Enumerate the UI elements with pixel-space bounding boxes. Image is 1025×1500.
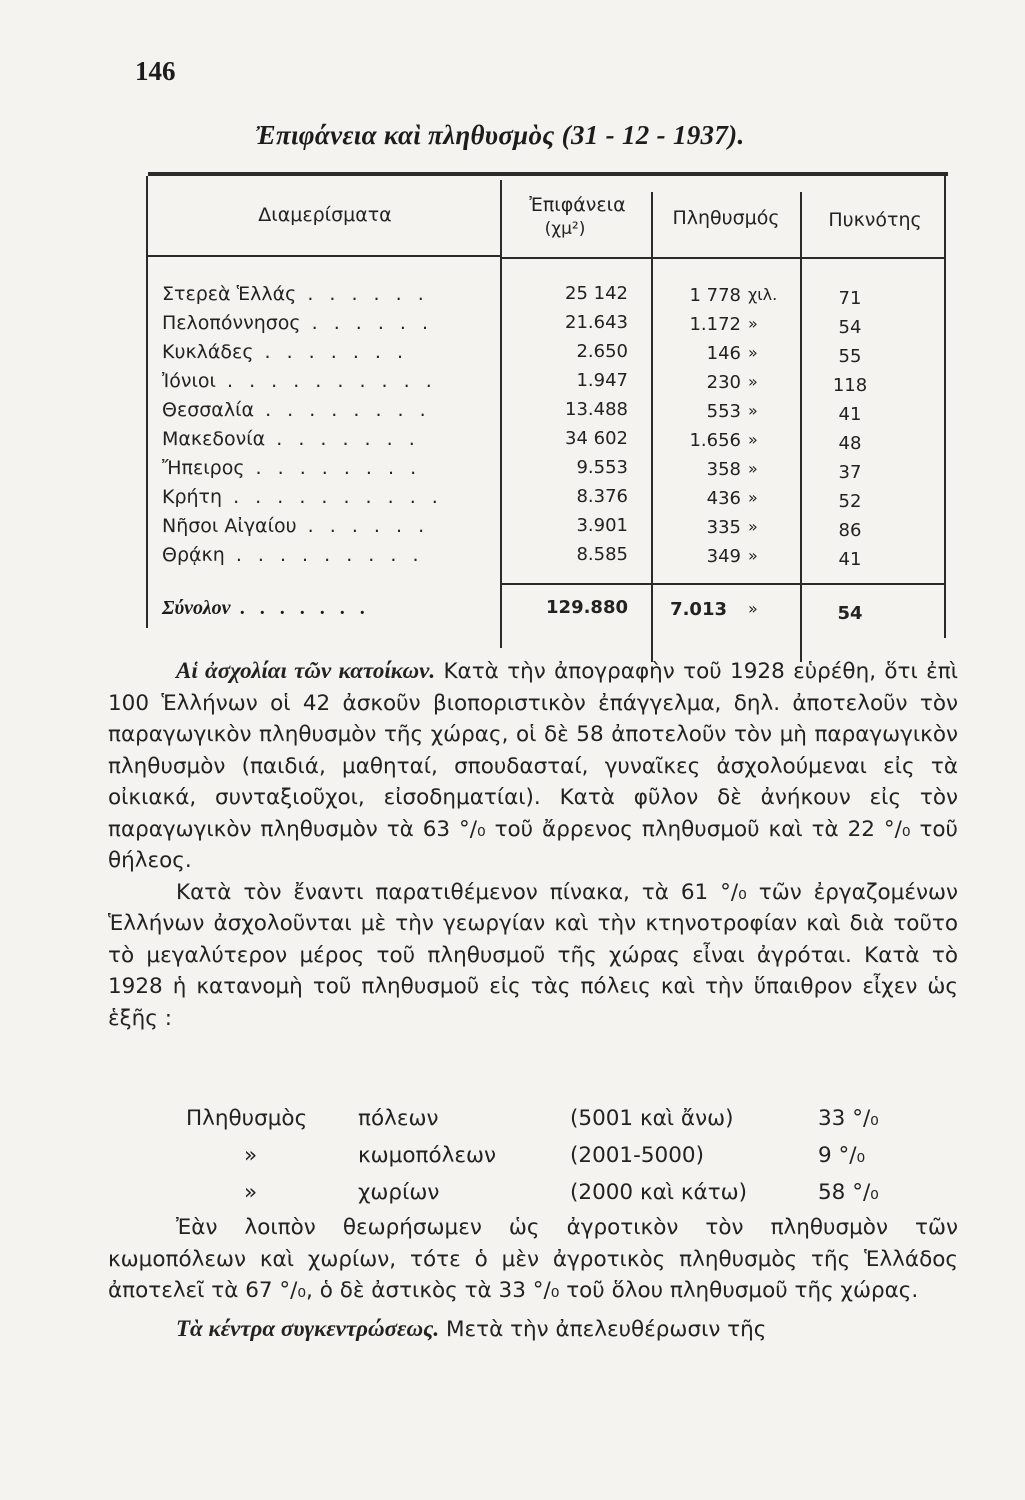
paragraph-heading-occupations: Αἱ ἀσχολίαι τῶν κατοίκων.	[176, 658, 436, 683]
row-label: Θρᾴκη . . . . . . . . .	[162, 544, 424, 566]
header-underline-2	[500, 257, 946, 259]
cell-population: 436	[706, 488, 741, 509]
cell-population: 349	[706, 546, 741, 567]
cell-area: 1.947	[576, 370, 628, 391]
header-underline-1	[148, 255, 500, 257]
row-label: Κρήτη . . . . . . . . . .	[162, 486, 443, 508]
row-label: Ἰόνιοι . . . . . . . . . .	[162, 370, 437, 392]
header-population: Πληθυσμός	[672, 207, 780, 229]
cell-density: 54	[838, 317, 862, 338]
header-area-line1: Ἐπιφάνεια	[529, 194, 626, 216]
header-regions: Διαμερίσματα	[258, 204, 392, 226]
row-label: Πελοπόννησος . . . . . .	[162, 312, 434, 334]
cell-unit: »	[748, 430, 758, 449]
distribution-category: κωμοπόλεων	[358, 1143, 496, 1168]
distribution-category: πόλεων	[358, 1106, 439, 1131]
table-title: Ἐπιφάνεια καὶ πληθυσμὸς (31 - 12 - 1937).	[255, 120, 745, 150]
row-label: Κυκλάδες . . . . . . .	[162, 341, 409, 363]
total-density: 54	[837, 603, 863, 624]
row-label: Στερεὰ Ἑλλάς . . . . . .	[162, 283, 429, 305]
cell-unit: »	[748, 546, 758, 565]
total-rule	[500, 583, 946, 585]
total-population: 7.013	[670, 599, 727, 620]
distribution-percent: 58 °/₀	[818, 1180, 879, 1205]
cell-area: 2.650	[576, 341, 628, 362]
page-number: 146	[135, 56, 176, 86]
body-text-1	[108, 655, 958, 1034]
distribution-range: (2000 καὶ κάτω)	[570, 1180, 748, 1205]
cell-area: 3.901	[576, 515, 628, 536]
cell-density: 41	[838, 404, 862, 425]
paragraph-rural-urban: Ἐὰν λοιπὸν θεωρήσωμεν ὡς ἀγροτικὸν τὸν πληθυσμὸν τῶν κωμοπόλεων καὶ χωρίων, τότε ὁ μὲν ἀγροτικὸς πληθυσμὸς τῆς Ἑλλάδος ἀποτελεῖ τὰ 67 °/₀, ὁ δὲ ἀστικὸς τὰ 33 °/₀ τοῦ ὅλου πληθυσμοῦ τῆς χώρας.	[108, 1215, 958, 1303]
cell-population: 230	[706, 372, 741, 393]
distribution-percent: 9 °/₀	[818, 1143, 866, 1168]
cell-density: 41	[838, 549, 862, 570]
cell-density: 118	[832, 375, 868, 396]
body-text-2	[108, 1212, 958, 1345]
cell-population: 1.172	[689, 314, 741, 335]
cell-area: 34 602	[565, 428, 628, 449]
cell-density: 55	[838, 346, 862, 367]
distribution-label: »	[244, 1143, 258, 1168]
row-label: Μακεδονία . . . . . . .	[162, 428, 420, 450]
cell-unit: »	[748, 459, 758, 478]
cell-density: 48	[838, 433, 862, 454]
paragraph-heading-centres: Τὰ κέντρα συγκεντρώσεως.	[176, 1315, 440, 1341]
cell-population: 553	[706, 401, 741, 422]
distribution-label: »	[244, 1180, 258, 1205]
table-top-rule	[148, 172, 948, 176]
total-unit: »	[748, 599, 758, 618]
table-right-border	[944, 176, 946, 638]
cell-area: 21.643	[565, 312, 628, 333]
total-area: 129.880	[546, 597, 628, 618]
cell-unit: »	[748, 314, 758, 333]
cell-area: 9.553	[576, 457, 628, 478]
cell-unit: »	[748, 343, 758, 362]
cell-density: 86	[838, 520, 862, 541]
cell-area: 8.376	[576, 486, 628, 507]
cell-unit: »	[748, 488, 758, 507]
cell-unit: »	[748, 372, 758, 391]
cell-area: 13.488	[565, 399, 628, 420]
cell-population: 146	[706, 343, 741, 364]
cell-area: 25 142	[565, 283, 628, 304]
distribution-category: χωρίων	[358, 1180, 440, 1205]
distribution-label: Πληθυσμὸς	[186, 1106, 308, 1131]
paragraph-occupations: Αἱ ἀσχολίαι τῶν κατοίκων. Κατὰ τὴν ἀπογραφὴν τοῦ 1928 εὑρέθη, ὅτι ἐπὶ 100 Ἑλλήνων οἱ 42 ἀσκοῦν βιοποριστικὸν ἐπάγγελμα, δηλ. ἀποτελοῦν τὸν παραγωγικὸν πληθυσμὸν τῆς χώρας, οἱ δὲ 58 ἀποτελοῦν τὸν μὴ παραγωγικὸν πληθυσμὸν (παιδιά, μαθηταί, σπουδασταί, γυναῖκες ἀσχολούμεναι εἰς τὰ οἰκιακά, συνταξιοῦχοι, εἰσοδηματίαι). Κατὰ φῦλον δὲ ἀνήκουν εἰς τὸν παραγωγικὸν πληθυσμὸν τὰ 63 °/₀ τοῦ ἄρρενος πληθυσμοῦ καὶ τὰ 22 °/₀ τοῦ θήλεος.	[108, 658, 958, 873]
row-label: Ἤπειρος . . . . . . . .	[162, 457, 422, 479]
distribution-range: (2001-5000)	[570, 1143, 704, 1168]
paragraph-agriculture: Κατὰ τὸν ἔναντι παρατιθέμενον πίνακα, τὰ 61 °/₀ τῶν ἐργαζομένων Ἑλλήνων ἀσχολοῦνται μὲ τὴν γεωργίαν καὶ τὴν κτηνοτροφίαν καὶ διὰ τοῦτο τὸ μεγαλύτερον μέρος τοῦ πληθυσμοῦ τῆς χώρας εἶναι ἀγρόται. Κατὰ τὸ 1928 ἡ κατανομὴ τοῦ πληθυσμοῦ εἰς τὰς πόλεις καὶ τὴν ὕπαιθρον εἶχεν ὡς ἑξῆς :	[108, 879, 958, 1031]
cell-unit: χιλ.	[748, 285, 778, 304]
cell-unit: »	[748, 517, 758, 536]
row-label: Νῆσοι Αἰγαίου . . . . . .	[162, 515, 430, 537]
cell-density: 71	[838, 288, 862, 309]
cell-population: 358	[706, 459, 741, 480]
total-row-label: Σύνολον . . . . . . .	[162, 597, 371, 619]
table-left-border	[146, 176, 148, 628]
cell-area: 8.585	[576, 544, 628, 565]
table-col-divider-1	[500, 180, 502, 648]
header-area-line2: (χμ²)	[544, 219, 586, 239]
row-label: Θεσσαλία . . . . . . . .	[162, 399, 431, 421]
distribution-percent: 33 °/₀	[818, 1106, 879, 1131]
table-col-divider-2	[651, 192, 653, 662]
cell-unit: »	[748, 401, 758, 420]
cell-density: 52	[838, 491, 862, 512]
cell-population: 335	[706, 517, 741, 538]
header-density: Πυκνότης	[828, 209, 922, 231]
paragraph-centres: Τὰ κέντρα συγκεντρώσεως. Μετὰ τὴν ἀπελευθέρωσιν τῆς	[176, 1315, 767, 1342]
distribution-range: (5001 καὶ ἄνω)	[570, 1106, 734, 1131]
cell-density: 37	[838, 462, 862, 483]
cell-population: 1.656	[689, 430, 741, 451]
table-col-divider-3	[800, 192, 802, 662]
cell-population: 1 778	[689, 285, 741, 306]
